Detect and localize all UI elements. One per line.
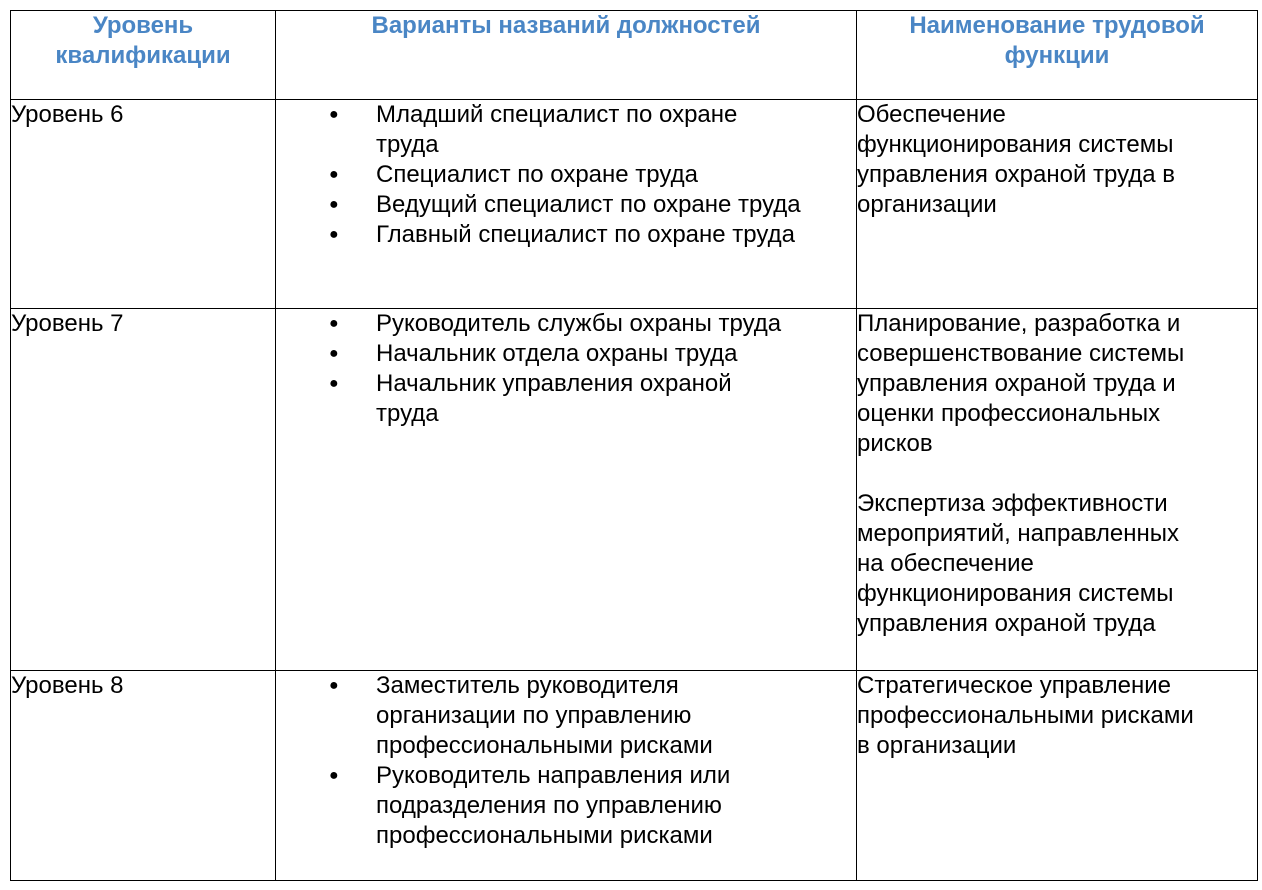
job-title-line: Специалист по охране труда bbox=[376, 161, 698, 188]
job-title bbox=[376, 369, 856, 429]
job-title-line: профессиональными рисками bbox=[376, 732, 713, 759]
job-title-line: Заместитель руководителя bbox=[376, 672, 679, 699]
bullet-icon: ● bbox=[329, 677, 339, 694]
labor-function-line: управления охраной труда в bbox=[857, 161, 1176, 188]
labor-function-line: совершенствование системы bbox=[857, 340, 1185, 367]
job-title-line: организации по управлению bbox=[376, 702, 692, 729]
list-item bbox=[276, 100, 856, 160]
bullet-icon: ● bbox=[329, 767, 339, 784]
table-row bbox=[11, 100, 1258, 309]
job-title bbox=[376, 220, 856, 250]
list-item bbox=[276, 671, 856, 761]
job-title bbox=[376, 100, 856, 160]
list-item bbox=[276, 761, 856, 851]
labor-function-line: на обеспечение bbox=[857, 550, 1034, 577]
header-level-line: Уровень bbox=[92, 12, 194, 39]
labor-function-line: рисков bbox=[857, 430, 933, 457]
labor-function-line: управления охраной труда и bbox=[857, 370, 1176, 397]
job-title bbox=[376, 671, 856, 761]
labor-function-line: оценки профессиональных bbox=[857, 400, 1161, 427]
labor-function-line: в организации bbox=[857, 732, 1017, 759]
labor-function-text bbox=[857, 100, 1257, 220]
list-item bbox=[276, 339, 856, 369]
header-labor-function-line: функции bbox=[1004, 42, 1110, 69]
job-titles-list bbox=[276, 100, 856, 250]
bullet-icon: ● bbox=[329, 226, 339, 243]
table-row bbox=[11, 309, 1258, 671]
job-title bbox=[376, 309, 856, 339]
job-title-line: подразделения по управлению bbox=[376, 792, 722, 819]
header-job-titles-line: Варианты названий должностей bbox=[371, 12, 761, 39]
labor-function-line: Планирование, разработка и bbox=[857, 310, 1181, 337]
job-title-line: Руководитель направления или bbox=[376, 762, 731, 789]
list-item bbox=[276, 190, 856, 220]
job-title-line: труда bbox=[376, 131, 439, 158]
labor-function-cell bbox=[857, 671, 1258, 881]
bullet-icon: ● bbox=[329, 345, 339, 362]
level-cell: Уровень 6 bbox=[11, 100, 276, 309]
labor-function-line: функционирования системы bbox=[857, 131, 1174, 158]
bullet-icon: ● bbox=[329, 166, 339, 183]
job-title bbox=[376, 761, 856, 851]
labor-function-text bbox=[857, 671, 1257, 761]
labor-function-line: Обеспечение bbox=[857, 101, 1006, 128]
job-title-line: профессиональными рисками bbox=[376, 822, 713, 849]
job-titles-cell bbox=[276, 671, 857, 881]
labor-function-text bbox=[857, 309, 1257, 459]
labor-function-line: Стратегическое управление bbox=[857, 672, 1171, 699]
labor-function-cell bbox=[857, 100, 1258, 309]
list-item bbox=[276, 160, 856, 190]
job-title-line: Начальник отдела охраны труда bbox=[376, 340, 738, 367]
bullet-icon: ● bbox=[329, 375, 339, 392]
table-header-row bbox=[11, 11, 1258, 100]
header-level-line: квалификации bbox=[55, 42, 231, 69]
job-title-line: Руководитель службы охраны труда bbox=[376, 310, 782, 337]
job-title-line: Главный специалист по охране труда bbox=[376, 221, 795, 248]
header-job-titles bbox=[276, 11, 857, 100]
header-labor-function-line: Наименование трудовой bbox=[909, 12, 1205, 39]
level-cell: Уровень 7 bbox=[11, 309, 276, 671]
job-titles-list bbox=[276, 309, 856, 429]
labor-function-text bbox=[857, 489, 1257, 639]
bullet-icon: ● bbox=[329, 315, 339, 332]
job-title-line: Ведущий специалист по охране труда bbox=[376, 191, 801, 218]
header-labor-function bbox=[857, 11, 1258, 100]
bullet-icon: ● bbox=[329, 106, 339, 123]
labor-function-line: мероприятий, направленных bbox=[857, 520, 1180, 547]
labor-function-line: управления охраной труда bbox=[857, 610, 1156, 637]
job-title bbox=[376, 339, 856, 369]
bullet-icon: ● bbox=[329, 196, 339, 213]
qualification-table bbox=[10, 10, 1258, 881]
job-title-line: Начальник управления охраной bbox=[376, 370, 732, 397]
job-title bbox=[376, 190, 856, 220]
job-title-line: труда bbox=[376, 400, 439, 427]
job-titles-cell bbox=[276, 309, 857, 671]
list-item bbox=[276, 220, 856, 250]
labor-function-line: организации bbox=[857, 191, 997, 218]
job-title bbox=[376, 160, 856, 190]
list-item bbox=[276, 369, 856, 429]
job-title-line: Младший специалист по охране bbox=[376, 101, 738, 128]
labor-function-line: профессиональными рисками bbox=[857, 702, 1194, 729]
job-titles-cell bbox=[276, 100, 857, 309]
labor-function-line: функционирования системы bbox=[857, 580, 1174, 607]
table-row bbox=[11, 671, 1258, 881]
level-cell: Уровень 8 bbox=[11, 671, 276, 881]
job-titles-list bbox=[276, 671, 856, 851]
list-item bbox=[276, 309, 856, 339]
labor-function-line: Экспертиза эффективности bbox=[857, 490, 1168, 517]
labor-function-cell bbox=[857, 309, 1258, 671]
header-level bbox=[11, 11, 276, 100]
